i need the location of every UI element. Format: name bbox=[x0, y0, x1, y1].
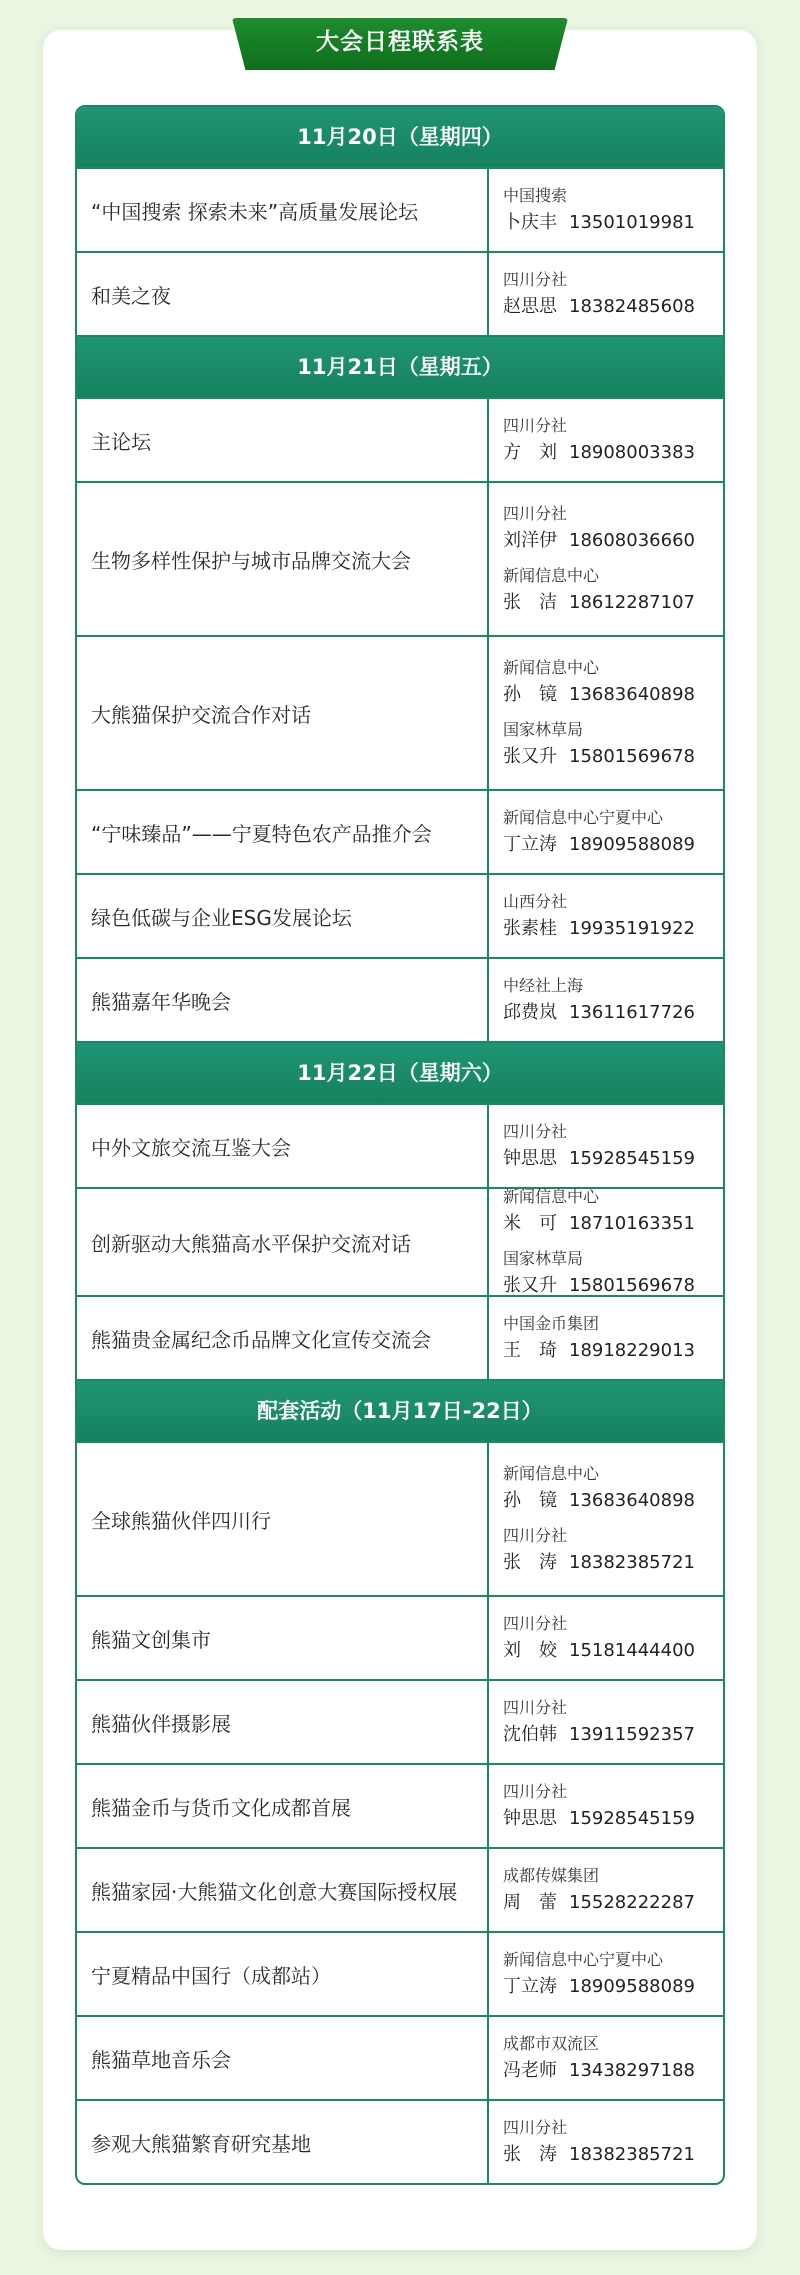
contact-entry bbox=[503, 413, 723, 467]
event-name: “中国搜索 探索未来”高质量发展论坛 bbox=[77, 169, 489, 251]
contact-cell bbox=[489, 637, 723, 789]
contact-person bbox=[503, 1973, 723, 2001]
table-row bbox=[77, 169, 723, 253]
table-row bbox=[77, 875, 723, 959]
table-row bbox=[77, 1849, 723, 1933]
contact-name: 刘 姣 bbox=[503, 1640, 557, 1661]
contact-org: 成都市双流区 bbox=[503, 2034, 600, 2053]
contact-name: 刘洋伊 bbox=[503, 530, 557, 551]
contact-person bbox=[503, 1210, 723, 1238]
contact-entry bbox=[503, 563, 723, 617]
table-row bbox=[77, 637, 723, 791]
contact-org: 新闻信息中心 bbox=[503, 1187, 600, 1206]
table-row bbox=[77, 399, 723, 483]
contact-org: 中国金币集团 bbox=[503, 1314, 600, 1333]
page-title: 大会日程联系表 bbox=[316, 29, 484, 55]
contact-person bbox=[503, 2141, 723, 2169]
contact-cell bbox=[489, 1443, 723, 1595]
contact-org: 成都传媒集团 bbox=[503, 1866, 600, 1885]
contact-phone[interactable]: 13611617726 bbox=[569, 1002, 695, 1023]
contact-person bbox=[503, 1337, 723, 1365]
contact-org: 四川分社 bbox=[503, 504, 568, 523]
contact-entry bbox=[503, 1184, 723, 1238]
contact-org: 四川分社 bbox=[503, 1698, 568, 1717]
contact-name: 王 琦 bbox=[503, 1340, 557, 1361]
contact-name: 张 涛 bbox=[503, 2144, 557, 2165]
contact-phone[interactable]: 13683640898 bbox=[569, 1490, 695, 1511]
contact-person bbox=[503, 1805, 723, 1833]
contact-phone[interactable]: 15928545159 bbox=[569, 1148, 695, 1169]
contact-entry bbox=[503, 1461, 723, 1515]
contact-org: 四川分社 bbox=[503, 2118, 568, 2137]
contact-name: 孙 镜 bbox=[503, 1490, 557, 1511]
contact-phone[interactable]: 18612287107 bbox=[569, 592, 695, 613]
contact-person bbox=[503, 1487, 723, 1515]
event-name: 宁夏精品中国行（成都站） bbox=[77, 1933, 489, 2015]
table-row bbox=[77, 253, 723, 337]
contact-org: 四川分社 bbox=[503, 270, 568, 289]
contact-phone[interactable]: 18608036660 bbox=[569, 530, 695, 551]
contact-entry bbox=[503, 2031, 723, 2085]
contact-phone[interactable]: 18710163351 bbox=[569, 1213, 695, 1234]
contact-person bbox=[503, 1549, 723, 1577]
event-name: 熊猫草地音乐会 bbox=[77, 2017, 489, 2099]
contact-phone[interactable]: 15928545159 bbox=[569, 1808, 695, 1829]
contact-org: 中经社上海 bbox=[503, 976, 584, 995]
contact-name: 赵思思 bbox=[503, 296, 557, 317]
contact-entry bbox=[503, 717, 723, 771]
contact-person bbox=[503, 915, 723, 943]
date-header: 配套活动（11月17日-22日） bbox=[77, 1381, 723, 1443]
date-header: 11月21日（星期五） bbox=[77, 337, 723, 399]
contact-person bbox=[503, 743, 723, 771]
contact-cell bbox=[489, 1297, 723, 1379]
table-row bbox=[77, 1189, 723, 1297]
event-name: 和美之夜 bbox=[77, 253, 489, 335]
contact-phone[interactable]: 15801569678 bbox=[569, 1275, 695, 1296]
schedule-table bbox=[75, 105, 725, 2185]
contact-person bbox=[503, 1272, 723, 1300]
contact-phone[interactable]: 18382485608 bbox=[569, 296, 695, 317]
contact-phone[interactable]: 18382385721 bbox=[569, 1552, 695, 1573]
contact-person bbox=[503, 999, 723, 1027]
contact-cell bbox=[489, 399, 723, 481]
contact-entry bbox=[503, 1119, 723, 1173]
contact-person bbox=[503, 831, 723, 859]
contact-name: 邱费岚 bbox=[503, 1002, 557, 1023]
contact-cell bbox=[489, 253, 723, 335]
contact-cell bbox=[489, 1849, 723, 1931]
contact-person bbox=[503, 681, 723, 709]
contact-phone[interactable]: 15528222287 bbox=[569, 1892, 695, 1913]
contact-name: 周 蕾 bbox=[503, 1892, 557, 1913]
title-ribbon bbox=[232, 18, 568, 70]
contact-phone[interactable]: 18382385721 bbox=[569, 2144, 695, 2165]
contact-org: 新闻信息中心 bbox=[503, 658, 600, 677]
event-name: 熊猫文创集市 bbox=[77, 1597, 489, 1679]
table-row bbox=[77, 1765, 723, 1849]
contact-phone[interactable]: 18918229013 bbox=[569, 1340, 695, 1361]
contact-cell bbox=[489, 959, 723, 1041]
contact-name: 张又升 bbox=[503, 1275, 557, 1296]
date-header: 11月20日（星期四） bbox=[77, 107, 723, 169]
contact-org: 新闻信息中心宁夏中心 bbox=[503, 808, 664, 827]
event-name: 创新驱动大熊猫高水平保护交流对话 bbox=[77, 1189, 489, 1295]
contact-org: 四川分社 bbox=[503, 1782, 568, 1801]
contact-person bbox=[503, 589, 723, 617]
contact-cell bbox=[489, 1765, 723, 1847]
contact-cell bbox=[489, 1597, 723, 1679]
contact-entry bbox=[503, 2115, 723, 2169]
contact-cell bbox=[489, 169, 723, 251]
contact-entry bbox=[503, 267, 723, 321]
table-row bbox=[77, 959, 723, 1043]
contact-person bbox=[503, 527, 723, 555]
contact-cell bbox=[489, 2101, 723, 2183]
contact-entry bbox=[503, 1695, 723, 1749]
contact-cell bbox=[489, 1189, 723, 1295]
contact-name: 沈伯韩 bbox=[503, 1724, 557, 1745]
contact-cell bbox=[489, 791, 723, 873]
contact-entry bbox=[503, 183, 723, 237]
event-name: 主论坛 bbox=[77, 399, 489, 481]
event-name: 熊猫家园·大熊猫文化创意大赛国际授权展 bbox=[77, 1849, 489, 1931]
contact-org: 新闻信息中心 bbox=[503, 1464, 600, 1483]
contact-entry bbox=[503, 805, 723, 859]
contact-person bbox=[503, 1637, 723, 1665]
contact-phone[interactable]: 13438297188 bbox=[569, 2060, 695, 2081]
contact-org: 四川分社 bbox=[503, 1526, 568, 1545]
event-name: 大熊猫保护交流合作对话 bbox=[77, 637, 489, 789]
contact-name: 卜庆丰 bbox=[503, 212, 557, 233]
date-header: 11月22日（星期六） bbox=[77, 1043, 723, 1105]
contact-phone[interactable]: 13683640898 bbox=[569, 684, 695, 705]
contact-entry bbox=[503, 501, 723, 555]
event-name: 全球熊猫伙伴四川行 bbox=[77, 1443, 489, 1595]
contact-entry bbox=[503, 973, 723, 1027]
event-name: 熊猫嘉年华晚会 bbox=[77, 959, 489, 1041]
contact-name: 米 可 bbox=[503, 1213, 557, 1234]
contact-entry bbox=[503, 889, 723, 943]
event-name: 绿色低碳与企业ESG发展论坛 bbox=[77, 875, 489, 957]
table-row bbox=[77, 1933, 723, 2017]
contact-person bbox=[503, 293, 723, 321]
contact-person bbox=[503, 2057, 723, 2085]
table-row bbox=[77, 791, 723, 875]
contact-cell bbox=[489, 2017, 723, 2099]
event-name: “宁味臻品”——宁夏特色农产品推介会 bbox=[77, 791, 489, 873]
contact-entry bbox=[503, 1947, 723, 2001]
event-name: 熊猫伙伴摄影展 bbox=[77, 1681, 489, 1763]
contact-phone[interactable]: 18908003383 bbox=[569, 442, 695, 463]
contact-phone[interactable]: 13911592357 bbox=[569, 1724, 695, 1745]
contact-org: 四川分社 bbox=[503, 1614, 568, 1633]
contact-cell bbox=[489, 483, 723, 635]
table-row bbox=[77, 483, 723, 637]
contact-name: 钟思思 bbox=[503, 1808, 557, 1829]
table-row bbox=[77, 1297, 723, 1381]
contact-person bbox=[503, 209, 723, 237]
contact-entry bbox=[503, 1246, 723, 1300]
event-name: 中外文旅交流互鉴大会 bbox=[77, 1105, 489, 1187]
contact-org: 四川分社 bbox=[503, 416, 568, 435]
table-row bbox=[77, 1105, 723, 1189]
contact-name: 孙 镜 bbox=[503, 684, 557, 705]
contact-name: 方 刘 bbox=[503, 442, 557, 463]
contact-phone[interactable]: 15181444400 bbox=[569, 1640, 695, 1661]
contact-cell bbox=[489, 875, 723, 957]
contact-phone[interactable]: 19935191922 bbox=[569, 918, 695, 939]
contact-org: 山西分社 bbox=[503, 892, 568, 911]
contact-phone[interactable]: 18909588089 bbox=[569, 834, 695, 855]
contact-entry bbox=[503, 1779, 723, 1833]
table-row bbox=[77, 2101, 723, 2183]
contact-person bbox=[503, 1889, 723, 1917]
contact-entry bbox=[503, 1863, 723, 1917]
contact-cell bbox=[489, 1933, 723, 2015]
contact-person bbox=[503, 439, 723, 467]
contact-entry bbox=[503, 1611, 723, 1665]
contact-name: 张 涛 bbox=[503, 1552, 557, 1573]
contact-cell bbox=[489, 1105, 723, 1187]
event-name: 熊猫金币与货币文化成都首展 bbox=[77, 1765, 489, 1847]
contact-phone[interactable]: 18909588089 bbox=[569, 1976, 695, 1997]
contact-phone[interactable]: 13501019981 bbox=[569, 212, 695, 233]
contact-org: 中国搜索 bbox=[503, 186, 568, 205]
contact-person bbox=[503, 1721, 723, 1749]
contact-name: 丁立涛 bbox=[503, 1976, 557, 1997]
event-name: 熊猫贵金属纪念币品牌文化宣传交流会 bbox=[77, 1297, 489, 1379]
contact-org: 新闻信息中心 bbox=[503, 566, 600, 585]
event-name: 生物多样性保护与城市品牌交流大会 bbox=[77, 483, 489, 635]
contact-org: 国家林草局 bbox=[503, 720, 584, 739]
table-row bbox=[77, 2017, 723, 2101]
contact-name: 张又升 bbox=[503, 746, 557, 767]
contact-org: 新闻信息中心宁夏中心 bbox=[503, 1950, 664, 1969]
table-row bbox=[77, 1681, 723, 1765]
contact-name: 钟思思 bbox=[503, 1148, 557, 1169]
contact-name: 张素桂 bbox=[503, 918, 557, 939]
contact-phone[interactable]: 15801569678 bbox=[569, 746, 695, 767]
contact-org: 国家林草局 bbox=[503, 1249, 584, 1268]
contact-entry bbox=[503, 1523, 723, 1577]
contact-name: 张 洁 bbox=[503, 592, 557, 613]
contact-name: 丁立涛 bbox=[503, 834, 557, 855]
contact-name: 冯老师 bbox=[503, 2060, 557, 2081]
table-row bbox=[77, 1443, 723, 1597]
contact-org: 四川分社 bbox=[503, 1122, 568, 1141]
contact-entry bbox=[503, 655, 723, 709]
contact-entry bbox=[503, 1311, 723, 1365]
contact-person bbox=[503, 1145, 723, 1173]
event-name: 参观大熊猫繁育研究基地 bbox=[77, 2101, 489, 2183]
table-row bbox=[77, 1597, 723, 1681]
contact-cell bbox=[489, 1681, 723, 1763]
